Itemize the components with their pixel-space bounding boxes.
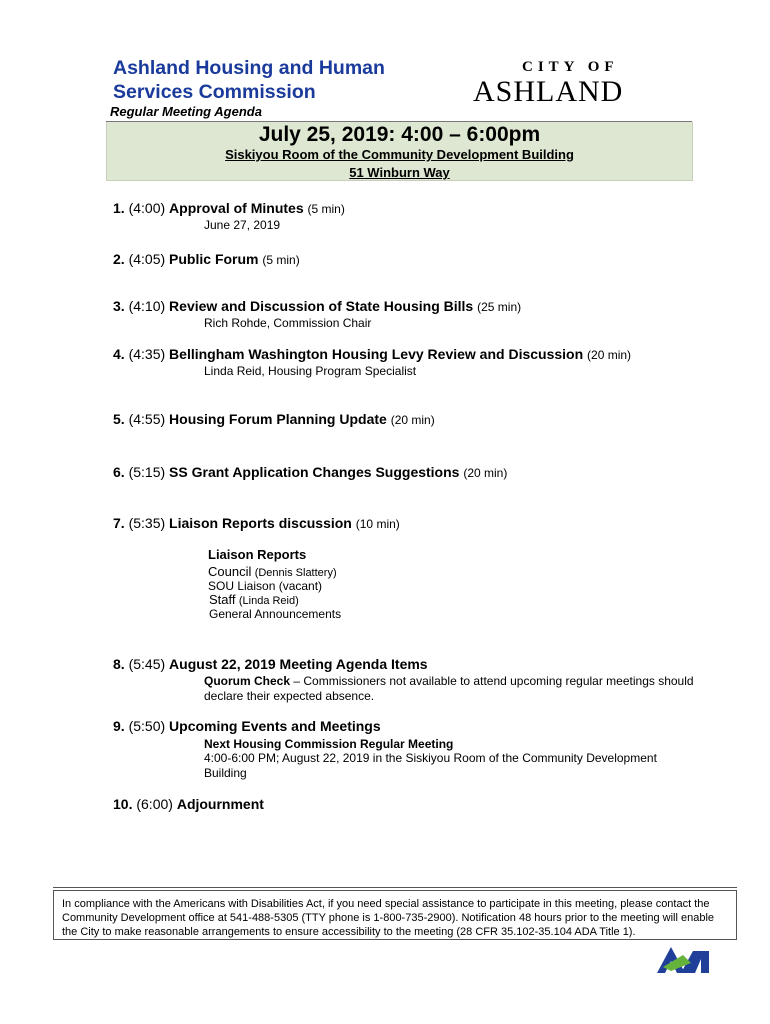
agenda-item-5: 5. (4:55) Housing Forum Planning Update (20 min)	[113, 411, 435, 427]
agenda-item-4: 4. (4:35) Bellingham Washington Housing Levy Review and Discussion (20 min)	[113, 346, 632, 362]
meeting-date-time: July 25, 2019: 4:00 – 6:00pm	[258, 123, 541, 146]
meeting-room: Siskiyou Room of the Community Development Building	[225, 147, 574, 162]
agenda-item-1-detail: June 27, 2019	[204, 218, 281, 232]
agenda-item-9: 9. (5:50) Upcoming Events and Meetings	[113, 718, 381, 734]
city-logo-city-of: CITY OF	[522, 59, 619, 75]
liaison-announcements: General Announcements	[209, 607, 342, 621]
agenda-item-1: 1. (4:00) Approval of Minutes (5 min)	[113, 200, 345, 216]
liaison-sou: SOU Liaison (vacant)	[208, 579, 323, 593]
org-title: Ashland Housing and Human Services Commission	[113, 57, 385, 103]
liaison-council: Council (Dennis Slattery)	[208, 564, 337, 579]
agenda-item-10: 10. (6:00) Adjournment	[113, 796, 264, 812]
agenda-subtitle: Regular Meeting Agenda	[110, 104, 262, 119]
footer-divider	[53, 887, 737, 888]
city-emblem-icon	[655, 945, 711, 975]
agenda-item-9-detail-heading: Next Housing Commission Regular Meeting	[204, 737, 454, 751]
liaison-staff: Staff (Linda Reid)	[209, 592, 299, 607]
liaison-reports-heading: Liaison Reports	[208, 547, 307, 562]
city-logo-name: ASHLAND	[473, 75, 624, 108]
agenda-item-3-detail: Rich Rohde, Commission Chair	[204, 316, 372, 330]
agenda-item-9-detail: 4:00-6:00 PM; August 22, 2019 in the Siskiyou Room of the Community Development Building	[204, 751, 657, 780]
agenda-item-2: 2. (4:05) Public Forum (5 min)	[113, 251, 300, 267]
meeting-address: 51 Winburn Way	[349, 165, 450, 180]
agenda-item-8: 8. (5:45) August 22, 2019 Meeting Agenda Items	[113, 656, 428, 672]
agenda-item-7: 7. (5:35) Liaison Reports discussion (10 min)	[113, 515, 400, 531]
ada-notice: In compliance with the Americans with Disabilities Act, if you need special assistance to participate in this meeting, please contact the Community Development office at 541-488-5305 (TTY phone is 1-800-735-2900). Notification 48 hours prior to the meeting will enable the City to make reasonable arrangements to ensure accessibility to the meeting (28 CFR 35.102-35.104 ADA Title 1).	[53, 890, 737, 940]
agenda-item-3: 3. (4:10) Review and Discussion of State Housing Bills (25 min)	[113, 298, 522, 314]
agenda-item-8-detail: Quorum Check – Commissioners not available to attend upcoming regular meetings should declare their expected absence.	[204, 674, 694, 703]
agenda-item-6: 6. (5:15) SS Grant Application Changes Suggestions (20 min)	[113, 464, 508, 480]
agenda-item-4-detail: Linda Reid, Housing Program Specialist	[204, 364, 417, 378]
